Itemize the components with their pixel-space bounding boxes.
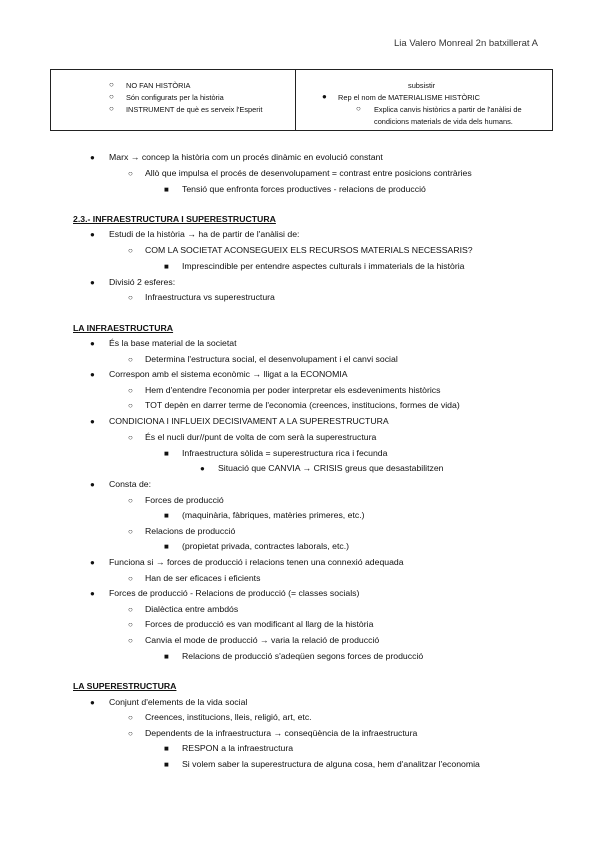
list-item: Forces de producció es van modificant al llarg de la història	[145, 619, 374, 629]
list-item: Funciona si → forces de producció i relacions tenen una connexió adequada	[109, 557, 404, 567]
hollow-bullet-icon: ○	[128, 713, 133, 722]
list-item: Correspon amb el sistema econòmic → lligat a la ECONOMIA	[109, 369, 348, 379]
list-item: Creences, institucions, lleis, religió, art, etc.	[145, 712, 312, 722]
list-item: TOT depèn en darrer terme de l'economia (creences, institucions, formes de vida)	[145, 400, 460, 410]
hollow-bullet-icon: ○	[128, 246, 133, 255]
list-item: Infraestructura vs superestructura	[145, 292, 275, 302]
list-item: Marx → concep la història com un procés dinàmic en evolució constant	[109, 152, 383, 162]
list-item: Tensió que enfronta forces productives - relacions de producció	[182, 184, 426, 194]
list-item: Han de ser eficaces i eficients	[145, 573, 261, 583]
hollow-bullet-icon: ○	[128, 527, 133, 536]
list-item: Canvia el mode de producció → varia la relació de producció	[145, 635, 380, 645]
list-item: Estudi de la història → ha de partir de l'anàlisi de:	[109, 229, 300, 239]
filled-bullet-icon: ●	[90, 558, 95, 567]
hollow-bullet-icon: ○	[109, 80, 114, 89]
hollow-bullet-icon: ○	[128, 574, 133, 583]
list-item: Consta de:	[109, 479, 152, 489]
filled-bullet-icon: ●	[90, 153, 95, 162]
filled-bullet-icon: ●	[90, 230, 95, 239]
table-right-subline: Explica canvis històrics a partir de l'anàlisi de	[374, 105, 522, 114]
hollow-bullet-icon: ○	[356, 104, 361, 113]
hollow-bullet-icon: ○	[128, 729, 133, 738]
hollow-bullet-icon: ○	[128, 620, 133, 629]
list-item: Forces de producció - Relacions de producció (= classes socials)	[109, 588, 360, 598]
square-bullet-icon: ■	[164, 744, 169, 753]
list-item: Determina l'estructura social, el desenvolupament i el canvi social	[145, 354, 398, 364]
hollow-bullet-icon: ○	[128, 169, 133, 178]
filled-bullet-icon: ●	[90, 698, 95, 707]
filled-bullet-icon: ●	[90, 339, 95, 348]
square-bullet-icon: ■	[164, 185, 169, 194]
list-item: Forces de producció	[145, 495, 224, 505]
list-item: Situació que CANVIA → CRISIS greus que desastabilitzen	[218, 463, 444, 473]
filled-bullet-icon: ●	[90, 589, 95, 598]
list-item: Divisió 2 esferes:	[109, 277, 176, 287]
section-heading: LA SUPERESTRUCTURA	[73, 681, 177, 691]
list-item: Relacions de producció s'adeqüen segons forces de producció	[182, 651, 424, 661]
list-item: (propietat privada, contractes laborals, etc.)	[182, 541, 350, 551]
table-left-item: NO FAN HISTÒRIA	[126, 81, 191, 90]
list-item: Dialèctica entre ambdós	[145, 604, 239, 614]
square-bullet-icon: ■	[164, 760, 169, 769]
list-item: COM LA SOCIETAT ACONSEGUEIX ELS RECURSOS MATERIALS NECESSARIS?	[145, 245, 473, 255]
square-bullet-icon: ■	[164, 652, 169, 661]
list-item: Relacions de producció	[145, 526, 236, 536]
filled-bullet-icon: ●	[322, 92, 327, 101]
square-bullet-icon: ■	[164, 511, 169, 520]
list-item: RESPON a la infraestructura	[182, 743, 294, 753]
hollow-bullet-icon: ○	[128, 496, 133, 505]
list-item: Infraestructura sòlida = superestructura rica i fecunda	[182, 448, 388, 458]
filled-bullet-icon: ●	[90, 278, 95, 287]
list-item: (maquinària, fàbriques, matèries primeres, etc.)	[182, 510, 365, 520]
table-left-item: Són configurats per la història	[126, 93, 224, 102]
filled-bullet-icon: ●	[90, 417, 95, 426]
hollow-bullet-icon: ○	[128, 433, 133, 442]
hollow-bullet-icon: ○	[128, 605, 133, 614]
list-item: Si volem saber la superestructura de alguna cosa, hem d'analitzar l'economia	[182, 759, 480, 769]
hollow-bullet-icon: ○	[128, 386, 133, 395]
hollow-bullet-icon: ○	[109, 92, 114, 101]
square-bullet-icon: ■	[164, 542, 169, 551]
square-bullet-icon: ■	[164, 449, 169, 458]
square-bullet-icon: ■	[164, 262, 169, 271]
section-heading: 2.3.- INFRAESTRUCTURA I SUPERESTRUCTURA	[73, 214, 276, 224]
section-heading: LA INFRAESTRUCTURA	[73, 323, 174, 333]
list-item: És la base material de la societat	[109, 338, 237, 348]
list-item: Dependents de la infraestructura → conseqüència de la infraestructura	[145, 728, 418, 738]
hollow-bullet-icon: ○	[128, 355, 133, 364]
list-item: És el nucli dur//punt de volta de com serà la superestructura	[145, 432, 377, 442]
filled-bullet-icon: ●	[200, 464, 205, 473]
list-item: Conjunt d'elements de la vida social	[109, 697, 248, 707]
list-item: Imprescindible per entendre aspectes culturals i immaterials de la història	[182, 261, 465, 271]
filled-bullet-icon: ●	[90, 370, 95, 379]
filled-bullet-icon: ●	[90, 480, 95, 489]
header-author: Lia Valero Monreal 2n batxillerat A	[394, 38, 538, 49]
table-right-subline: condicions materials de vida dels humans.	[374, 117, 513, 126]
table-right-continuation: subsistir	[408, 81, 436, 90]
table-right-item: Rep el nom de MATERIALISME HISTÒRIC	[338, 93, 480, 102]
hollow-bullet-icon: ○	[109, 104, 114, 113]
hollow-bullet-icon: ○	[128, 636, 133, 645]
list-item: CONDICIONA I INFLUEIX DECISIVAMENT A LA SUPERESTRUCTURA	[109, 416, 389, 426]
list-item: Hem d'entendre l'economia per poder interpretar els esdeveniments històrics	[145, 385, 441, 395]
hollow-bullet-icon: ○	[128, 293, 133, 302]
list-item: Allò que impulsa el procés de desenvolupament = contrast entre posicions contràries	[145, 168, 472, 178]
table-left-item: INSTRUMENT de què es serveix l'Esperit	[126, 105, 263, 114]
hollow-bullet-icon: ○	[128, 401, 133, 410]
